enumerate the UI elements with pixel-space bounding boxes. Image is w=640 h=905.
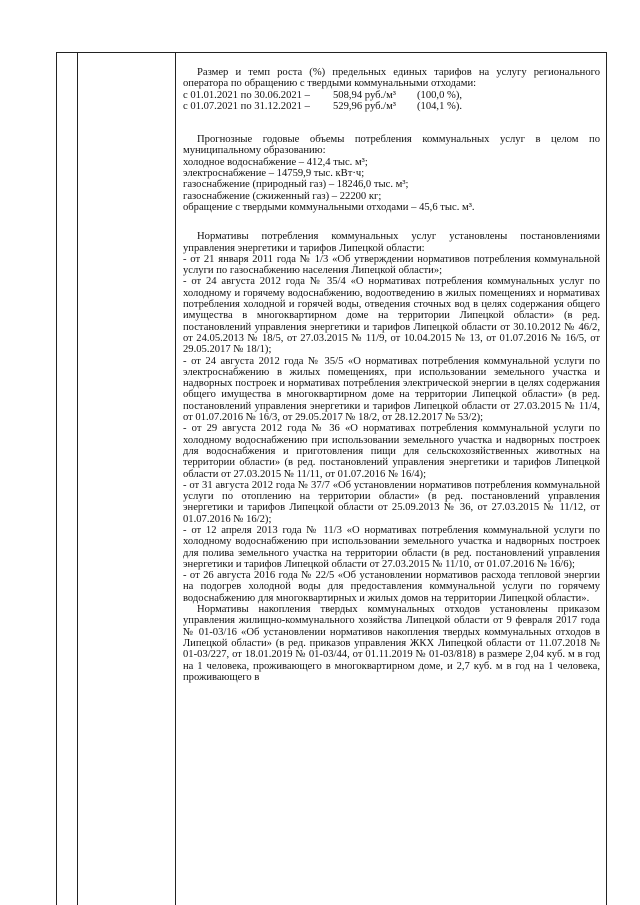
norm-item: - от 29 августа 2012 года № 36 «О нормативах потребления коммунальной услуги по холодному водоснабжению при использовании земельного участка и надворных построек для водоснабжения и приготовления пищи для сельскохозяйственных животных на территории области» (в ред. постановлений управления энергетики и тарифов Липецкой области от 27.03.2015 № 11/11, от 01.07.2016 № 16/4); xyxy=(183,423,600,480)
norm-item: - от 21 января 2011 года № 1/3 «Об утверждении нормативов потребления коммунальной услуги по газоснабжению населения Липецкой области»; xyxy=(183,253,600,277)
volume-item: обращение с твердыми коммунальными отходами – 45,6 тыс. м³. xyxy=(183,201,475,213)
volume-item: холодное водоснабжение – 412,4 тыс. м³; xyxy=(183,156,368,168)
volume-item: газоснабжение (природный газ) – 18246,0 тыс. м³; xyxy=(183,179,409,191)
norms-intro: Нормативы потребления коммунальных услуг установлены постановлениями управления энергетики и тарифов Липецкой области: xyxy=(183,231,600,254)
volumes-intro: Прогнозные годовые объемы потребления коммунальных услуг в целом по муниципальному образованию: xyxy=(183,134,600,157)
table-cell-text xyxy=(183,67,600,683)
norm-item: - от 31 августа 2012 года № 37/7 «Об установлении нормативов потребления коммунальной услуги по отоплению на территории области» (в ред. постановлений управления энергетики и тарифов Липецкой области от 25.09.2013 № 36, от 27.03.2015 № 11/12, от 01.07.2016 № 16/2); xyxy=(183,479,600,525)
column-divider-1 xyxy=(77,53,78,905)
volume-item: электроснабжение – 14759,9 тыс. кВт·ч; xyxy=(183,168,365,180)
tariff-row: с 01.01.2021 по 30.06.2021 – 508,94 руб./м³ (100,0 %), xyxy=(183,89,463,101)
tko-norms-paragraph: Нормативы накопления твердых коммунальных отходов установлены приказом управления жилищно-коммунального хозяйства Липецкой области от 9 февраля 2017 года № 01-03/16 «Об установлении нормативов накопления твердых коммунальных отходов в Липецкой области» (в ред. приказов управления ЖКХ Липецкой области от 11.07.2018 № 01-03/227, от 18.01.2019 № 01-03/44, от 01.11.2019 № 01-03/818) в размере 2,04 куб. м в год на 1 человека, проживающего в многоквартирном доме, и 2,7 куб. м в год на 1 человека, проживающего в xyxy=(183,604,600,683)
volume-item: газоснабжение (сжиженный газ) – 22200 кг; xyxy=(183,190,382,202)
norm-item: - от 12 апреля 2013 года № 11/3 «О нормативах потребления коммунальной услуги по холодному водоснабжению при использовании земельного участка и надворных построек для полива земельного участка на территории области (в ред. постановлений управления энергетики и тарифов Липецкой области от 27.03.2015 № 11/10, от 01.07.2016 № 16/6); xyxy=(183,524,600,570)
tariff-intro: Размер и темп роста (%) предельных единых тарифов на услугу регионального оператора по обращению с твердыми коммунальными отходами: xyxy=(183,67,600,90)
column-divider-2 xyxy=(175,53,176,905)
content-table xyxy=(56,52,607,905)
norm-item: - от 24 августа 2012 года № 35/4 «О нормативах потребления коммунальных услуг по холодному и горячему водоснабжению, водоотведению в жилых помещениях и нормативах потребления холодной и горячей воды, отведения сточных вод в целях содержания общего имущества в многоквартирном доме на территории Липецкой области» (в ред. постановлений управления энергетики и тарифов Липецкой области от 30.10.2012 № 46/2, от 24.05.2013 № 18/5, от 27.03.2015 № 11/9, от 10.04.2015 № 13, от 01.07.2016 № 16/5, от 29.05.2017 № 18/1); xyxy=(183,276,600,356)
norm-item: - от 26 августа 2016 года № 22/5 «Об установлении нормативов расхода тепловой энергии на подогрев холодной воды для предоставления коммунальной услуги по горячему водоснабжению для многоквартирных и жилых домов на территории Липецкой области». xyxy=(183,570,600,604)
tariff-row: с 01.07.2021 по 31.12.2021 – 529,96 руб./м³ (104,1 %). xyxy=(183,100,463,112)
norm-item: - от 24 августа 2012 года № 35/5 «О нормативах потребления коммунальной услуги по электроснабжению в жилых помещениях, при использовании земельного участка и надворных построек и нормативах потребления электрической энергии в целях содержания общего имущества в многоквартирном доме на территории Липецкой области» (в ред. постановлений управления энергетики и тарифов Липецкой области от 27.03.2015 № 11/4, от 01.07.2016 № 16/3, от 29.05.2017 № 18/2, от 28.12.2017 № 53/2); xyxy=(183,355,600,424)
